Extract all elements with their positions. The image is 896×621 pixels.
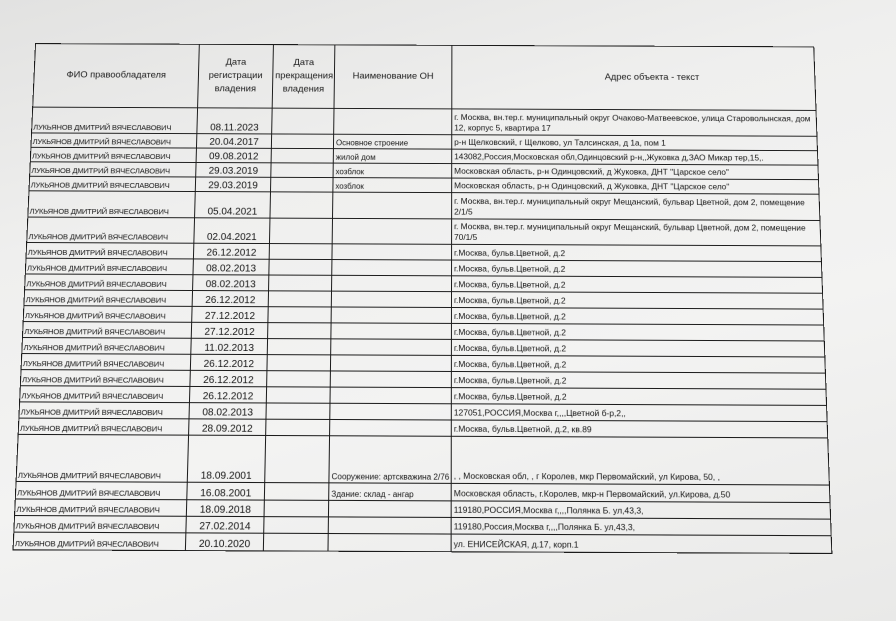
termination-date-cell [267,355,331,371]
address-cell: 119180,Россия,Москва г,,,,Полянка Б. ул,43,3, [451,517,831,535]
object-name-cell: Сооружение: артскважина 2/76 [329,436,451,484]
registration-date-cell: 26.12.2012 [189,386,266,403]
owner-cell: ЛУКЬЯНОВ ДМИТРИЙ ВЯЧЕСЛАВОВИЧ [25,274,193,291]
address-cell: г.Москва, бульв.Цветной, д.2 [451,307,823,325]
registration-date-cell: 20.04.2017 [196,134,271,149]
registration-date-cell: 11.02.2013 [191,338,268,354]
registration-date-cell: 27.12.2012 [191,322,268,338]
address-cell: г.Москва, бульв.Цветной, д.2 [451,292,823,309]
address-cell: 143082,Россия,Московская обл,Одинцовский р-н,,Жуковка д,ЗАО Микар тер,15,. [452,149,818,165]
owner-cell: ЛУКЬЯНОВ ДМИТРИЙ ВЯЧЕСЛАВОВИЧ [15,499,187,516]
registration-date-cell: 08.11.2023 [197,108,272,134]
object-name-cell [331,339,452,356]
termination-date-cell [266,387,330,403]
address-cell: р-н Щелковский, г Щелково, ул Талсинская, д 1а, пом 1 [452,135,818,151]
owner-cell: ЛУКЬЯНОВ ДМИТРИЙ ВЯЧЕСЛАВОВИЧ [23,306,192,323]
termination-date-cell [264,517,329,534]
termination-date-cell [271,148,333,163]
owner-cell: ЛУКЬЯНОВ ДМИТРИЙ ВЯЧЕСЛАВОВИЧ [14,516,186,533]
termination-date-cell [269,218,332,244]
object-name-cell [332,275,452,291]
registration-date-cell: 27.12.2012 [192,306,269,322]
table-row [13,532,832,553]
termination-date-cell [268,323,332,339]
termination-date-cell [269,275,332,291]
header-row [33,44,816,111]
owner-cell: ЛУКЬЯНОВ ДМИТРИЙ ВЯЧЕСЛАВОВИЧ [22,338,191,355]
object-name-cell [330,355,451,372]
owner-cell: ЛУКЬЯНОВ ДМИТРИЙ ВЯЧЕСЛАВОВИЧ [19,402,190,419]
address-cell: 119180,РОССИЯ,Москва г,,,,Полянка Б. ул,43,3, [451,501,830,519]
document-sheet [13,43,832,554]
address-cell: г.Москва, бульв.Цветной, д.2, кв.89 [451,420,827,438]
termination-date-cell [272,108,334,134]
owner-cell: ЛУКЬЯНОВ ДМИТРИЙ ВЯЧЕСЛАВОВИЧ [24,290,193,307]
address-cell: г.Москва, бульв.Цветной, д.2 [451,339,824,357]
registration-date-cell: 27.02.2014 [186,516,264,533]
table-row [27,217,821,246]
header-termination-date: Дата прекращения владения [272,45,335,109]
registration-date-cell: 18.09.2018 [186,500,264,517]
owner-cell: ЛУКЬЯНОВ ДМИТРИЙ ВЯЧЕСЛАВОВИЧ [30,147,196,162]
owner-cell: ЛУКЬЯНОВ ДМИТРИЙ ВЯЧЕСЛАВОВИЧ [29,176,196,191]
registration-date-cell: 08.02.2013 [189,403,266,420]
owner-cell: ЛУКЬЯНОВ ДМИТРИЙ ВЯЧЕСЛАВОВИЧ [28,191,195,218]
header-registration-date: Дата регистрации владения [198,44,274,108]
registration-date-cell: 26.12.2012 [192,291,268,307]
termination-date-cell [271,134,333,149]
registration-date-cell: 02.04.2021 [194,218,270,244]
termination-date-cell [267,339,331,355]
termination-date-cell [267,371,331,387]
ownership-table [13,43,833,554]
object-name-cell [330,387,451,404]
owner-cell: ЛУКЬЯНОВ ДМИТРИЙ ВЯЧЕСЛАВОВИЧ [26,242,194,258]
object-name-cell [332,218,451,244]
termination-date-cell [263,533,328,551]
address-cell: г.Москва, бульв.Цветной, д.2 [451,371,826,389]
address-cell: Московская область, р-н Одинцовский, д Жуковка, ДНТ "Царское село" [452,164,819,180]
address-cell: г. Москва, вн.тер.г. муниципальный округ Очаково-Матвеевское, улица Староволынская, дом 12, корпус 5, квартира 17 [452,109,817,136]
registration-date-cell: 20.10.2020 [185,533,263,551]
address-cell: 127051,РОССИЯ,Москва г,,,,Цветной б-р,2,, [451,404,827,422]
owner-cell: ЛУКЬЯНОВ ДМИТРИЙ ВЯЧЕСЛАВОВИЧ [27,217,195,243]
termination-date-cell [264,500,329,517]
termination-date-cell [270,192,333,219]
termination-date-cell [266,419,330,436]
address-cell: г.Москва, бульв.Цветной, д.2 [451,355,825,373]
owner-cell: ЛУКЬЯНОВ ДМИТРИЙ ВЯЧЕСЛАВОВИЧ [32,107,198,134]
registration-date-cell: 08.02.2013 [193,259,269,275]
registration-date-cell: 16.08.2001 [187,482,265,500]
object-name-cell [331,291,451,307]
registration-date-cell: 26.12.2012 [190,370,267,386]
object-name-cell [328,533,451,551]
object-name-cell [334,108,452,134]
object-name-cell: Здание: склад - ангар [329,483,452,501]
termination-date-cell [265,435,330,482]
object-name-cell [330,403,452,420]
object-name-cell [332,260,452,276]
object-name-cell [328,517,451,534]
object-name-cell [332,192,451,219]
object-name-cell [328,500,451,517]
termination-date-cell [268,291,331,307]
address-cell: г. Москва, вн.тер.г. муниципальный округ Мещанский, бульвар Цветной, дом 2, помещение 2/1/5 [452,193,820,221]
registration-date-cell: 28.09.2012 [189,419,266,436]
registration-date-cell: 29.03.2019 [195,177,271,192]
table-row [28,191,820,221]
owner-cell: ЛУКЬЯНОВ ДМИТРИЙ ВЯЧЕСЛАВОВИЧ [30,162,196,177]
address-cell: Московская область, г.Королев, мкр-н Первомайский, ул.Кирова, д.50 [451,483,830,502]
termination-date-cell [269,259,332,275]
table-body [13,107,832,553]
owner-cell: ЛУКЬЯНОВ ДМИТРИЙ ВЯЧЕСЛАВОВИЧ [21,354,191,371]
object-name-cell [330,371,451,388]
header-address: Адрес объекта - текст [452,45,816,110]
object-name-cell [331,307,451,323]
address-cell: г.Москва, бульв.Цветной, д.2 [451,388,826,406]
address-cell: г.Москва, бульв.Цветной, д.2 [452,260,822,277]
owner-cell: ЛУКЬЯНОВ ДМИТРИЙ ВЯЧЕСЛАВОВИЧ [22,322,191,339]
object-name-cell [330,419,452,436]
registration-date-cell: 26.12.2012 [193,243,269,259]
address-cell: г.Москва, бульв.Цветной, д.2 [452,276,823,293]
registration-date-cell: 18.09.2001 [187,435,265,482]
object-name-cell: хозблок [333,163,452,178]
owner-cell: ЛУКЬЯНОВ ДМИТРИЙ ВЯЧЕСЛАВОВИЧ [20,386,190,403]
object-name-cell: жилой дом [333,149,451,164]
owner-cell: ЛУКЬЯНОВ ДМИТРИЙ ВЯЧЕСЛАВОВИЧ [16,434,188,482]
address-cell: , , Московская обл, , г Королев, мкр Первомайский, ул Кирова, 50, , [451,436,829,485]
owner-cell: ЛУКЬЯНОВ ДМИТРИЙ ВЯЧЕСЛАВОВИЧ [31,133,197,148]
termination-date-cell [271,163,333,178]
registration-date-cell: 26.12.2012 [190,354,267,370]
object-name-cell [331,323,452,339]
termination-date-cell [268,307,331,323]
address-cell: ул. ЕНИСЕЙСКАЯ, д.17, корп.1 [451,534,832,553]
address-cell: г.Москва, бульв.Цветной, д.2 [451,323,824,341]
header-owner: ФИО правообладателя [33,44,200,108]
termination-date-cell [266,403,330,420]
owner-cell: ЛУКЬЯНОВ ДМИТРИЙ ВЯЧЕСЛАВОВИЧ [15,481,187,499]
header-object-name: Наименование ОН [334,45,452,109]
table-row [32,107,817,136]
owner-cell: ЛУКЬЯНОВ ДМИТРИЙ ВЯЧЕСЛАВОВИЧ [25,258,193,274]
address-cell: Московская область, р-н Одинцовский, д Жуковка, ДНТ "Царское село" [452,178,819,194]
owner-cell: ЛУКЬЯНОВ ДМИТРИЙ ВЯЧЕСЛАВОВИЧ [20,370,190,387]
registration-date-cell: 29.03.2019 [196,162,271,177]
object-name-cell [332,244,452,260]
table-row [16,434,829,485]
object-name-cell: Основное строение [333,134,451,149]
registration-date-cell: 09.08.2012 [196,148,271,163]
termination-date-cell [269,244,332,260]
termination-date-cell [264,483,329,501]
registration-date-cell: 08.02.2013 [193,275,269,291]
address-cell: г.Москва, бульв.Цветной, д.2 [452,244,822,261]
owner-cell: ЛУКЬЯНОВ ДМИТРИЙ ВЯЧЕСЛАВОВИЧ [18,418,189,435]
object-name-cell: хозблок [333,178,452,193]
owner-cell: ЛУКЬЯНОВ ДМИТРИЙ ВЯЧЕСЛАВОВИЧ [13,532,186,550]
table-header [33,44,816,111]
address-cell: г. Москва, вн.тер.г. муниципальный округ Мещанский, бульвар Цветной, дом 2, помещение 70/1/5 [452,219,821,246]
registration-date-cell: 05.04.2021 [195,192,271,219]
termination-date-cell [270,177,333,192]
